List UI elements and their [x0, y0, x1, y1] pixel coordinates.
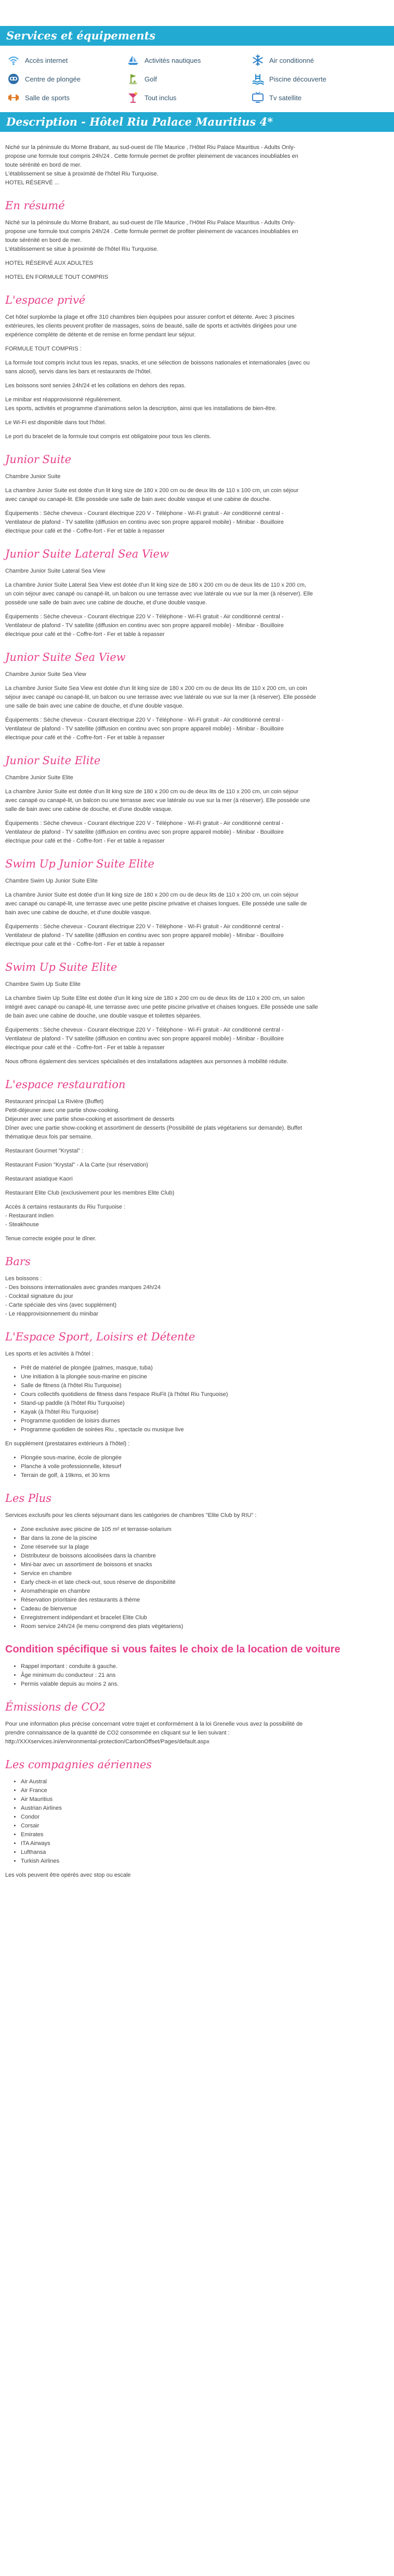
list-item: • Bar dans la zone de la piscine: [21, 1534, 389, 1543]
paragraph: [5, 1026, 389, 1052]
text-line: de bain avec une cabine de douche, une double vasque et toilettes séparées.: [5, 1013, 202, 1019]
list-item: • Kayak (à l'hôtel Riu Turquoise): [21, 1408, 389, 1417]
list-item: • Air Mauritius: [21, 1795, 389, 1804]
paragraph: [5, 1175, 389, 1184]
service-item: [252, 91, 376, 104]
paragraph: [5, 143, 389, 187]
service-label: Golf: [145, 75, 157, 83]
paragraph: [5, 994, 389, 1021]
service-label: Salle de sports: [25, 93, 70, 102]
paragraph: [5, 1189, 389, 1198]
list-item: • Âge minimum du conducteur : 21 ans: [21, 1671, 389, 1680]
text-line: intégré avec canapé ou canapé-lit, une terrasse avec une petite piscine privative et chaises longues. Elle possède une salle: [5, 1004, 318, 1010]
paragraph: [5, 219, 389, 254]
text-line: Équipements : Sèche cheveux - Courant électrique 220 V - Téléphone - Wi-Fi gratuit - Air conditionné central -: [5, 510, 284, 517]
dumbbell-icon: [7, 91, 20, 104]
service-label: Tv satellite: [269, 93, 302, 102]
text-line: Tenue correcte exigée pour le dîner.: [5, 1236, 97, 1242]
text-line: http://XXXservices.ini/environmental-protection/CarbonOffset/Pages/default.aspx: [5, 1739, 209, 1745]
text-line: - Le réapprovisionnement du minibar: [5, 1311, 99, 1317]
list-item: • Lufthansa: [21, 1848, 389, 1857]
text-line: Restaurant Gourmet "Krystal" :: [5, 1148, 84, 1154]
list-item: • Réservation prioritaire des restaurants à thème: [21, 1596, 389, 1605]
text-line: La chambre Swim Up Suite Elite est dotée d'un lit king size de 180 x 200 cm ou de deux lits de 110 x 200 cm, un salon: [5, 995, 305, 1001]
text-line: Équipements : Sèche cheveux - Courant électrique 220 V - Téléphone - Wi-Fi gratuit - Air conditionné central -: [5, 820, 284, 826]
paragraph: [5, 774, 389, 782]
text-line: salle de bain avec une cabine de douche, et d'une double vasque.: [5, 806, 173, 812]
paragraph: [5, 819, 389, 846]
paragraph: [5, 1161, 389, 1170]
list-item: • Air France: [21, 1786, 389, 1795]
text-line: un coin séjour avec canapé ou canapé-lit, un balcon ou une terrasse avec vue latérale ou vue sur la mer (à réserver). Elle: [5, 591, 313, 597]
text-line: électrique pour café et thé - Coffre-fort - Fer et table à repasser: [5, 528, 165, 534]
paragraph: [5, 509, 389, 536]
text-line: Les vols peuvent être opérés avec stop ou escale: [5, 1872, 131, 1878]
text-line: propose une formule tout compris 24h/24 . Cette formule permet de profiter pleinement de vacances inoubliables en: [5, 228, 298, 235]
paragraph: [5, 273, 389, 282]
text-line: Chambre Swim Up Suite Elite: [5, 981, 81, 987]
wifi-icon: [7, 54, 20, 66]
service-label: Activités nautiques: [145, 56, 201, 64]
list-item: • Terrain de golf, à 19kms, et 30 kms: [21, 1471, 389, 1480]
section-heading: Swim Up Junior Suite Elite: [5, 858, 154, 870]
service-item: [7, 91, 127, 104]
list-item: • Rappel important : conduite à gauche.: [21, 1662, 389, 1671]
text-line: Dîner avec une partie show-cooking et assortiment de desserts (Possibilité de plats végétariens sur demande). Buffet: [5, 1125, 302, 1131]
paragraph: [5, 980, 389, 989]
paragraph: [5, 716, 389, 742]
text-line: Pour une information plus précise concernant votre trajet et conformément à la loi Grenelle vous avez la possibilité de: [5, 1721, 303, 1727]
list-item: • Cours collectifs quotidiens de fitness dans l'espace RiuFit (à l'hôtel Riu Turquoise): [21, 1390, 389, 1399]
paragraph: [5, 418, 389, 427]
text-line: HOTEL RÉSERVÉ ...: [5, 180, 59, 186]
bullet-list: [5, 1454, 389, 1480]
list-item: • Permis valable depuis au moins 2 ans.: [21, 1680, 389, 1689]
cocktail-icon: [127, 91, 139, 104]
list-item: • Enregistrement indépendant et bracelet Elite Club: [21, 1614, 389, 1622]
bullet-list: [5, 1778, 389, 1866]
text-line: Équipements : Sèche cheveux - Courant électrique 220 V - Téléphone - Wi-Fi gratuit - Air conditionné central -: [5, 614, 284, 620]
paragraph: [5, 486, 389, 504]
text-line: propose une formule tout compris 24h/24 . Cette formule permet de profiter pleinement de vacances inoubliables en: [5, 153, 298, 159]
paragraph: [5, 396, 389, 413]
list-item: • Mini-bar avec un assortiment de boissons et snacks: [21, 1561, 389, 1569]
bullet-list: [5, 1364, 389, 1434]
list-item: • Condor: [21, 1813, 389, 1822]
text-line: Ventilateur de plafond - TV satellite (diffusion en continu avec son propre appareil mobile) - Minibar - Bouilloire: [5, 829, 284, 835]
text-line: avec canapé ou canapé-lit, une terrasse avec une petite piscine privative et chaises longues. Elle possède une salle de: [5, 901, 307, 907]
text-line: Niché sur la péninsule du Morne Brabant, au sud-ouest de l'île Maurice , l'Hôtel Riu Palace Mauritius - Adults Only-: [5, 220, 296, 226]
list-item: • Emirates: [21, 1831, 389, 1839]
tv-icon: [252, 91, 264, 104]
paragraph: [5, 567, 389, 576]
text-line: Équipements : Sèche cheveux - Courant électrique 220 V - Téléphone - Wi-Fi gratuit - Air conditionné central -: [5, 717, 284, 723]
text-line: extérieures, les clients peuvent profiter de massages, soins de beauté, salle de sports et activités dirigées pour une: [5, 323, 297, 329]
list-item: • Salle de fitness (à l'hôtel Riu Turquoise): [21, 1381, 389, 1390]
text-line: Ventilateur de plafond - TV satellite (diffusion en continu avec son propre appareil mobile) - Minibar - Bouilloire: [5, 1036, 284, 1042]
pool-icon: [252, 73, 264, 85]
text-line: Nous offrons également des services spécialisés et des installations adaptées aux personnes à mobilité réduite.: [5, 1059, 288, 1065]
service-label: Tout inclus: [145, 93, 177, 102]
description-content: [0, 132, 394, 1880]
text-line: FORMULE TOUT COMPRIS :: [5, 346, 82, 352]
text-line: Les boissons sont servies 24h/24 et les collations en dehors des repas.: [5, 383, 186, 389]
section-heading: Junior Suite Sea View: [5, 651, 126, 663]
text-line: une salle de bain avec une cabine de douche, et d'une double vasque.: [5, 703, 184, 709]
list-item: • ITA Airways: [21, 1839, 389, 1848]
text-line: Restaurant principal La Rivière (Buffet): [5, 1099, 104, 1105]
text-line: Ventilateur de plafond - TV satellite (diffusion en continu avec son propre appareil mobile) - Minibar - Bouilloire: [5, 932, 284, 939]
description-header: Description - Hôtel Riu Palace Mauritius 4*: [0, 112, 394, 132]
list-item: • Early check-in et late check-out, sous réserve de disponibilité: [21, 1578, 389, 1587]
text-line: L'établissement se situe à proximité de l'hôtel Riu Turquoise.: [5, 171, 159, 177]
text-line: Ventilateur de plafond - TV satellite (diffusion en continu avec son propre appareil mobile) - Minibar - Bouilloire: [5, 622, 284, 629]
paragraph: [5, 1057, 389, 1066]
section-heading: Junior Suite Elite: [5, 754, 101, 767]
text-line: toute sérénité en bord de mer.: [5, 237, 82, 243]
paragraph: [5, 1350, 389, 1359]
section-heading: Bars: [5, 1255, 31, 1268]
paragraph: [5, 613, 389, 639]
section-heading: Condition spécifique si vous faites le choix de la location de voiture: [5, 1644, 340, 1655]
paragraph: [5, 259, 389, 268]
paragraph: [5, 877, 389, 886]
services-grid: [0, 46, 394, 112]
section-heading: Swim Up Suite Elite: [5, 961, 117, 973]
paragraph: [5, 345, 389, 354]
service-label: Air conditionné: [269, 56, 314, 64]
list-item: • Room service 24h/24 (le menu comprend des plats végétariens): [21, 1622, 389, 1631]
text-line: électrique pour café et thé - Coffre-fort - Fer et table à repasser: [5, 735, 165, 741]
boat-icon: [127, 54, 139, 66]
text-line: HOTEL EN FORMULE TOUT COMPRIS: [5, 274, 109, 280]
paragraph: [5, 581, 389, 607]
text-line: électrique pour café et thé - Coffre-fort - Fer et table à repasser: [5, 631, 165, 638]
text-line: Ventilateur de plafond - TV satellite (diffusion en continu avec son propre appareil mobile) - Minibar - Bouilloire: [5, 726, 284, 732]
section-heading: Les Plus: [5, 1492, 51, 1504]
paragraph: [5, 1147, 389, 1156]
list-item: • Service en chambre: [21, 1569, 389, 1578]
paragraph: [5, 1511, 389, 1520]
list-item: • Planche à voile professionnelle, kitesurf: [21, 1462, 389, 1471]
text-line: Cet hôtel surplombe la plage et offre 310 chambres bien équipées pour assurer confort et détente. Avec 3 piscines: [5, 314, 295, 320]
text-line: électrique pour café et thé - Coffre-fort - Fer et table à repasser: [5, 1045, 165, 1051]
service-item: [7, 54, 127, 66]
text-line: La chambre Junior Suite est dotée d'un lit king size de 180 x 200 cm ou de deux lits de 110 x 200 cm, un coin séjour: [5, 892, 299, 898]
paragraph: [5, 670, 389, 679]
text-line: La chambre Junior Suite est dotée d'un lit king size de 180 x 200 cm ou de deux lits de 110 x 100 cm, un coin séjour: [5, 487, 299, 494]
list-item: • Programme quotidien de loisirs diurnes: [21, 1417, 389, 1426]
paragraph: [5, 1097, 389, 1142]
text-line: Les sports, activités et programme d'animations selon la description, ainsi que les installations de bien-être.: [5, 405, 277, 412]
text-line: possède une salle de bain avec une cabine de douche, et d'une double vasque.: [5, 600, 207, 606]
section-heading: En résumé: [5, 199, 65, 212]
section-heading: L'espace privé: [5, 294, 86, 306]
services-header: Services et équipements: [0, 26, 394, 46]
text-line: La chambre Junior Suite est dotée d'un lit king size de 180 x 200 cm ou de deux lits de 110 x 200 cm, un coin séjour: [5, 789, 299, 795]
paragraph: [5, 1440, 389, 1448]
text-line: toute sérénité en bord de mer.: [5, 162, 82, 168]
section-heading: Les compagnies aériennes: [5, 1758, 152, 1771]
text-line: La chambre Junior Suite Sea View est dotée d'un lit king size de 180 x 200 cm ou de deux lits de 110 x 200 cm, un coin: [5, 685, 307, 692]
paragraph: [5, 1871, 389, 1880]
paragraph: [5, 472, 389, 481]
service-item: [127, 54, 252, 66]
paragraph: [5, 313, 389, 340]
text-line: Le minibar est réapprovisionné régulièrement.: [5, 397, 122, 403]
paragraph: [5, 1275, 389, 1319]
service-label: Centre de plongée: [25, 75, 81, 83]
text-line: Chambre Junior Suite Lateral Sea View: [5, 568, 106, 574]
text-line: Ventilateur de plafond - TV satellite (diffusion en continu avec son propre appareil mobile) - Minibar - Bouilloire: [5, 519, 284, 525]
text-line: Restaurant Elite Club (exclusivement pour les membres Elite Club): [5, 1190, 175, 1196]
text-line: Niché sur la péninsule du Morne Brabant, au sud-ouest de l'île Maurice , l'Hôtel Riu Palace Mauritius - Adults Only-: [5, 144, 296, 151]
section-heading: Émissions de CO2: [5, 1701, 106, 1713]
paragraph: [5, 382, 389, 390]
list-item: • Corsair: [21, 1822, 389, 1831]
list-item: • Austrian Airlines: [21, 1804, 389, 1813]
list-item: • Stand-up paddle (à l'hôtel Riu Turquoise): [21, 1399, 389, 1408]
paragraph: [5, 923, 389, 949]
service-item: [252, 73, 376, 85]
text-line: L'établissement se situe à proximité de l'hôtel Riu Turquoise.: [5, 246, 159, 252]
text-line: bain avec une cabine de douche, et d'une double vasque.: [5, 910, 151, 916]
text-line: HOTEL RÉSERVÉ AUX ADULTES: [5, 260, 94, 266]
section-heading: Junior Suite: [5, 453, 72, 466]
text-line: électrique pour café et thé - Coffre-fort - Fer et table à repasser: [5, 941, 165, 947]
text-line: La formule tout compris inclut tous les repas, snacks, et une sélection de boissons nationales et internationales (avec ou: [5, 360, 310, 366]
text-line: - Restaurant indien: [5, 1213, 54, 1219]
text-line: Chambre Junior Suite Sea View: [5, 671, 86, 677]
text-line: Services exclusifs pour les clients séjournant dans les catégories de chambres "Elite Club by RIU" :: [5, 1512, 257, 1519]
list-item: • Aromathérapie en chambre: [21, 1587, 389, 1596]
section-heading: L'espace restauration: [5, 1078, 126, 1091]
text-line: Équipements : Sèche cheveux - Courant électrique 220 V - Téléphone - Wi-Fi gratuit - Air conditionné central -: [5, 1027, 284, 1033]
text-line: Le Wi-Fi est disponible dans tout l'hôtel.: [5, 419, 107, 426]
text-line: Les sports et les activités à l'hôtel :: [5, 1351, 94, 1357]
text-line: Restaurant asiatique Kaori: [5, 1176, 73, 1182]
text-line: Chambre Junior Suite Elite: [5, 775, 73, 781]
paragraph: [5, 1235, 389, 1243]
text-line: Les boissons :: [5, 1276, 42, 1282]
text-line: avec canapé ou canapé-lit. Elle possède une salle de bain avec double vasque et une cabine de douche.: [5, 496, 271, 503]
snowflake-icon: [252, 54, 264, 66]
bullet-list: [5, 1525, 389, 1631]
service-label: Accès internet: [25, 56, 68, 64]
list-item: • Distributeur de boissons alcoolisées dans la chambre: [21, 1552, 389, 1561]
paragraph: [5, 684, 389, 711]
section-heading: L'Espace Sport, Loisirs et Détente: [5, 1331, 195, 1343]
bullet-list: [5, 1662, 389, 1689]
text-line: séjour avec canapé ou canapé-lit, un balcon ou une terrasse avec vue latérale ou vue sur la mer (à réserver). Elle possède: [5, 694, 317, 700]
list-item: • Air Austral: [21, 1778, 389, 1786]
text-line: électrique pour café et thé - Coffre-fort - Fer et table à repasser: [5, 838, 165, 844]
text-line: Le port du bracelet de la formule tout compris est obligatoire pour tous les clients.: [5, 433, 212, 440]
text-line: prendre connaissance de la quantité de CO2 consommée en cliquant sur le lien suivant :: [5, 1730, 230, 1736]
list-item: • Programme quotidien de soirées Riu , spectacle ou musique live: [21, 1426, 389, 1434]
paragraph: [5, 359, 389, 376]
text-line: sans alcool), servis dans les bars et restaurants de l'hôtel.: [5, 369, 152, 375]
service-item: [127, 73, 252, 85]
text-line: Accès à certains restaurants du Riu Turquoise :: [5, 1204, 126, 1210]
text-line: Chambre Swim Up Junior Suite Elite: [5, 878, 98, 884]
list-item: • Prêt de matériel de plongée (palmes, masque, tuba): [21, 1364, 389, 1373]
text-line: - Des boissons internationales avec grandes marques 24h/24: [5, 1284, 161, 1291]
golf-icon: [127, 73, 139, 85]
paragraph: [5, 432, 389, 441]
text-line: Chambre Junior Suite: [5, 473, 61, 480]
list-item: • Une initiation à la plongée sous-marine en piscine: [21, 1373, 389, 1381]
list-item: • Zone exclusive avec piscine de 105 m² et terrasse-solarium: [21, 1525, 389, 1534]
paragraph: [5, 788, 389, 814]
section-heading: Junior Suite Lateral Sea View: [5, 548, 169, 560]
text-line: - Cocktail signature du jour: [5, 1293, 73, 1299]
service-item: [7, 73, 127, 85]
text-line: Équipements : Sèche cheveux - Courant électrique 220 V - Téléphone - Wi-Fi gratuit - Air conditionné central -: [5, 924, 284, 930]
text-line: avec canapé ou canapé-lit, un balcon ou une terrasse avec vue latérale ou vue sur la mer (à réserver). Elle possède une: [5, 797, 310, 804]
diving-icon: [7, 73, 20, 85]
text-line: - Steakhouse: [5, 1222, 39, 1228]
service-item: [252, 54, 376, 66]
list-item: • Cadeau de bienvenue: [21, 1605, 389, 1614]
text-line: Restaurant Fusion "Krystal" - A la Carte (sur réservation): [5, 1162, 148, 1168]
list-item: • Plongée sous-marine, école de plongée: [21, 1454, 389, 1462]
text-line: En supplément (prestataires extérieurs à l'hôtel) :: [5, 1441, 130, 1447]
text-line: - Carte spéciale des vins (avec supplément): [5, 1302, 116, 1308]
text-line: Petit-déjeuner avec une partie show-cooking.: [5, 1107, 120, 1114]
service-item: [127, 91, 252, 104]
list-item: • Turkish Airlines: [21, 1857, 389, 1866]
text-line: La chambre Junior Suite Lateral Sea View est dotée d'un lit king size de 180 x 200 cm ou de deux lits de 110 x 200 cm,: [5, 582, 306, 588]
text-line: expérience complète de détente et de remise en forme pendant leur séjour.: [5, 332, 196, 338]
paragraph: [5, 891, 389, 917]
paragraph: [5, 1203, 389, 1229]
text-line: Déjeuner avec une partie show-cooking et assortiment de desserts: [5, 1116, 175, 1122]
paragraph: [5, 1720, 389, 1746]
list-item: • Zone réservée sur la plage: [21, 1543, 389, 1552]
service-label: Piscine découverte: [269, 75, 326, 83]
text-line: thématique deux fois par semaine.: [5, 1134, 93, 1140]
